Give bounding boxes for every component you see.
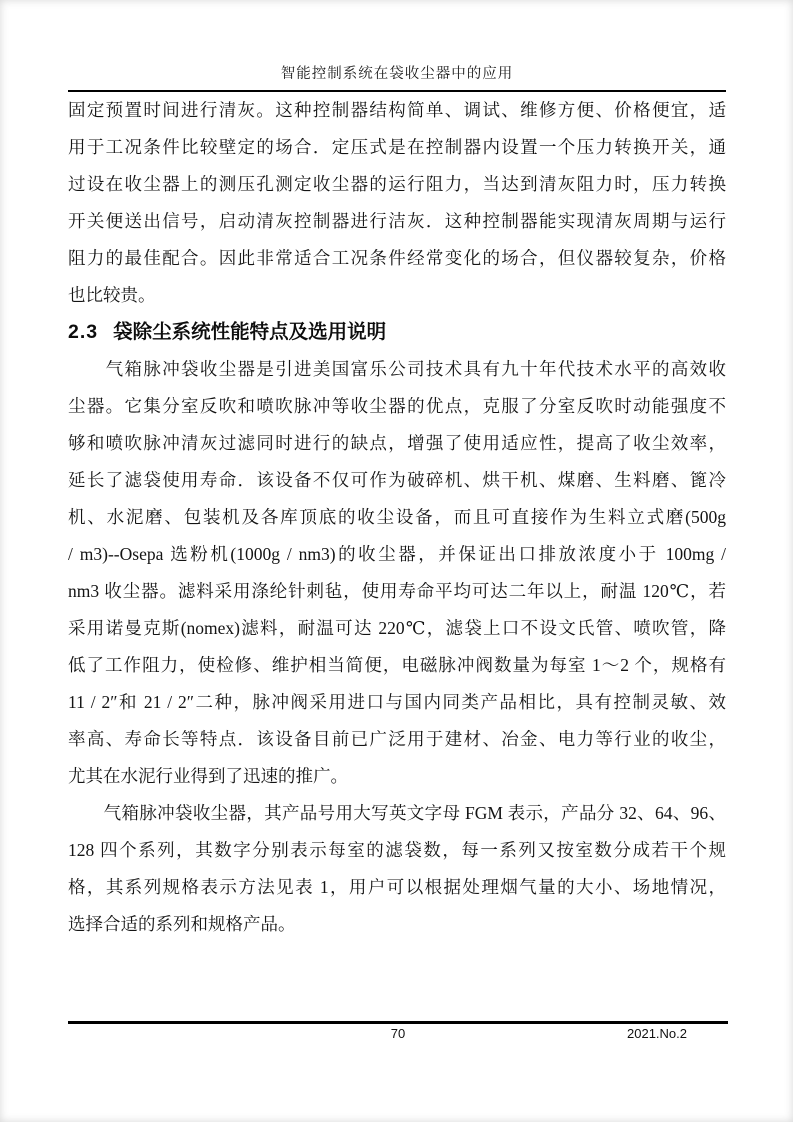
text-line: 也比较贵。 [68,285,156,305]
text-line: 固定预置时间进行清灰。这种控制器结构简单、调试、维修方便、价格便宜，适 [68,100,726,120]
text-line: 11 / 2″和 21 / 2″二种，脉冲阀采用进口与国内同类产品相比，具有控制灵敏、效 [68,692,726,712]
page-footer [68,1026,728,1044]
text-line: nm3 收尘器。滤料采用涤纶针刺毡，使用寿命平均可达二年以上，耐温 120℃，若 [68,581,726,601]
text-line: 尘器。它集分室反吹和喷吹脉冲等收尘器的优点，克服了分室反吹时动能强度不 [68,396,726,416]
text-line: 采用诺曼克斯(nomex)滤料，耐温可达 220℃，滤袋上口不设文氏管、喷吹管，降 [68,618,726,638]
text-line: 机、水泥磨、包装机及各库顶底的收尘设备，而且可直接作为生料立式磨(500g [68,507,726,527]
text-line: 选择合适的系列和规格产品。 [68,914,296,934]
text-line: 128 四个系列，其数字分别表示每室的滤袋数，每一系列又按室数分成若干个规 [68,840,726,860]
issue-label: 2021.No.2 [627,1026,687,1041]
text-line: 过设在收尘器上的测压孔测定收尘器的运行阻力，当达到清灰阻力时，压力转换 [68,174,726,194]
text-line: 气箱脉冲袋收尘器，其产品号用大写英文字母 FGM 表示，产品分 32、64、96、 [68,803,726,823]
text-line: 开关便送出信号，启动清灰控制器进行洁灰．这种控制器能实现清灰周期与运行 [68,211,726,231]
body-text [68,92,726,943]
text-line: / m3)--Osepa 选粉机(1000g / nm3)的收尘器，并保证出口排放浓度小于 100mg / [68,544,726,564]
text-line: 延长了滤袋使用寿命．该设备不仅可作为破碎机、烘干机、煤磨、生料磨、篦冷 [68,470,726,490]
text-line: 率高、寿命长等特点．该设备目前已广泛用于建材、冶金、电力等行业的收尘， [68,729,726,749]
text-line: 低了工作阻力，使检修、维护相当简便，电磁脉冲阀数量为每室 1～2 个，规格有 [68,655,726,675]
text-line: 尤其在水泥行业得到了迅速的推广。 [68,766,348,786]
section-heading [68,314,726,351]
text-line: 阻力的最佳配合。因此非常适合工况条件经常变化的场合，但仪器较复杂，价格 [68,248,726,268]
section-number: 2.3 [68,321,99,343]
footer-rule [68,1021,728,1024]
paragraph-2 [68,351,726,795]
text-line: 格，其系列规格表示方法见表 1，用户可以根据处理烟气量的大小、场地情况， [68,877,726,897]
text-line: 够和喷吹脉冲清灰过滤同时进行的缺点，增强了使用适应性，提高了收尘效率， [68,433,726,453]
page-number: 70 [390,1026,406,1041]
paragraph-1 [68,92,726,314]
text-line: 用于工况条件比较壁定的场合．定压式是在控制器内设置一个压力转换开关，通 [68,137,726,157]
text-line: 气箱脉冲袋收尘器是引进美国富乐公司技术具有九十年代技术水平的高效收 [68,359,726,379]
running-title: 智能控制系统在袋收尘器中的应用 [280,66,514,82]
paragraph-3 [68,795,726,943]
section-title: 袋除尘系统性能特点及选用说明 [113,321,387,343]
